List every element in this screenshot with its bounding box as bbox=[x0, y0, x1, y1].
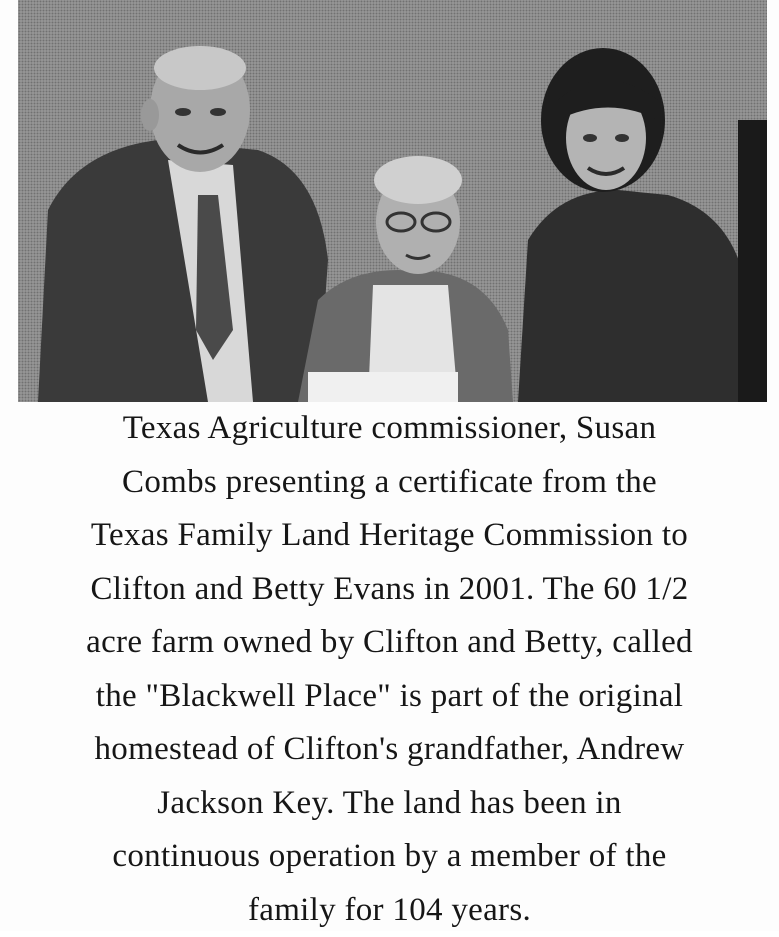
halftone-photograph bbox=[18, 0, 767, 402]
caption-line: Combs presenting a certificate from the bbox=[0, 456, 779, 510]
caption-line: Clifton and Betty Evans in 2001. The 60 1/2 bbox=[0, 563, 779, 617]
caption-line: homestead of Clifton's grandfather, Andrew bbox=[0, 723, 779, 777]
caption-line: acre farm owned by Clifton and Betty, called bbox=[0, 616, 779, 670]
caption-line: the "Blackwell Place" is part of the original bbox=[0, 670, 779, 724]
caption-line: Jackson Key. The land has been in bbox=[0, 777, 779, 831]
caption-line: continuous operation by a member of the bbox=[0, 830, 779, 884]
caption-line: family for 104 years. bbox=[0, 884, 779, 937]
photo-caption bbox=[0, 402, 779, 937]
caption-line: Texas Agriculture commissioner, Susan bbox=[0, 402, 779, 456]
photo-figures bbox=[18, 0, 767, 402]
caption-line: Texas Family Land Heritage Commission to bbox=[0, 509, 779, 563]
